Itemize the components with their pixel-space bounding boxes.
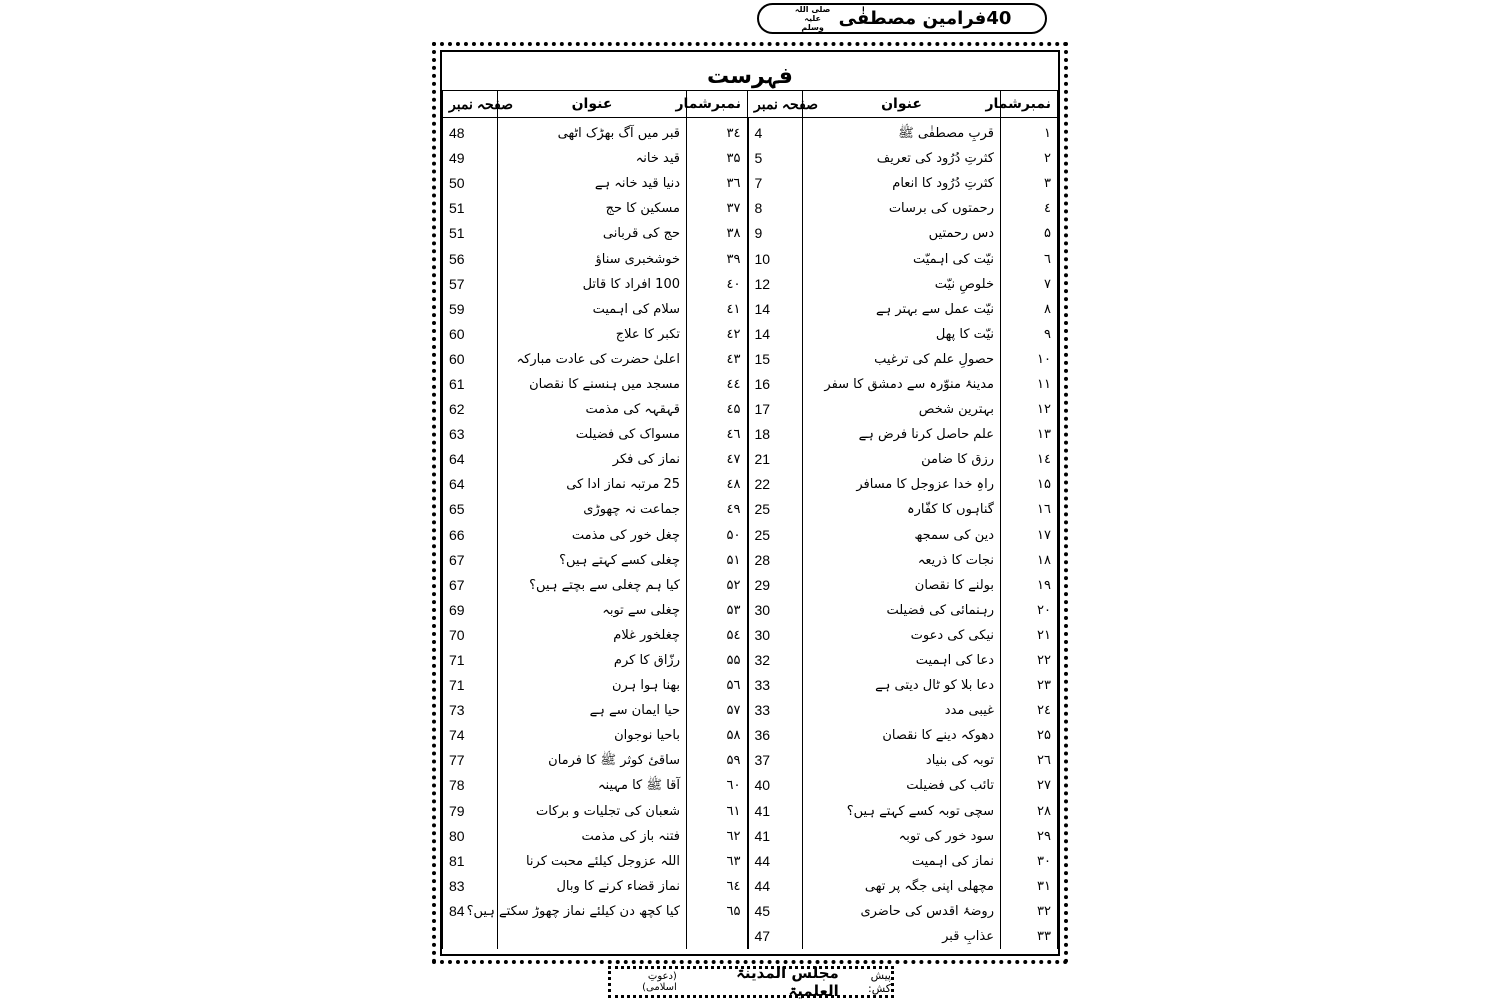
toc-entry-title: نیّت عمل سے بہتر ہے — [803, 297, 1001, 322]
toc-page-number: 69 — [443, 598, 498, 623]
toc-entry-title: فتنہ باز کی مذمت — [498, 824, 687, 849]
toc-row — [443, 698, 1058, 723]
toc-entry-title: 25 مرتبہ نماز ادا کی — [498, 472, 687, 497]
toc-row — [443, 849, 1058, 874]
toc-serial: ٤۵ — [687, 397, 748, 422]
toc-serial: ۲٦ — [1001, 748, 1058, 773]
toc-entry-title: روضۂ اقدس کی حاضری — [803, 899, 1001, 924]
toc-page-number: 67 — [443, 573, 498, 598]
toc-serial: ٤۱ — [687, 297, 748, 322]
toc-page-number: 81 — [443, 849, 498, 874]
toc-page-number: 30 — [748, 598, 803, 623]
header-serial-left: نمبرشمار — [687, 91, 748, 118]
toc-entry-title: رہنمائی کی فضیلت — [803, 598, 1001, 623]
toc-serial: ٤۷ — [687, 447, 748, 472]
toc-row — [443, 272, 1058, 297]
toc-row — [443, 347, 1058, 372]
toc-row — [443, 548, 1058, 573]
toc-page-number: 5 — [748, 146, 803, 171]
toc-entry-title: رزّاق کا کرم — [498, 648, 687, 673]
toc-title-row — [442, 62, 1058, 90]
toc-entry-title: خلوصِ نیّت — [803, 272, 1001, 297]
toc-serial: ٤۲ — [687, 322, 748, 347]
toc-row — [443, 422, 1058, 447]
toc-serial: ۵٤ — [687, 623, 748, 648]
toc-entry-title: عذابِ قبر — [803, 924, 1001, 949]
toc-serial: ٦٤ — [687, 874, 748, 899]
toc-page-number: 14 — [748, 297, 803, 322]
toc-entry-title: مسکین کا حج — [498, 196, 687, 221]
toc-page-number: 7 — [748, 171, 803, 196]
toc-serial: ۲۷ — [1001, 773, 1058, 798]
toc-serial: ۳۵ — [687, 146, 748, 171]
toc-serial: ٦۰ — [687, 773, 748, 798]
toc-serial: ۱۷ — [1001, 523, 1058, 548]
toc-serial: ٤٤ — [687, 372, 748, 397]
toc-entry-title: باحیا نوجوان — [498, 723, 687, 748]
toc-entry-title: حیا ایمان سے ہے — [498, 698, 687, 723]
toc-serial: ٦۵ — [687, 899, 748, 924]
toc-serial: ٤۹ — [687, 497, 748, 522]
toc-serial: ۳۰ — [1001, 849, 1058, 874]
toc-entry-title: گناہوں کا کفّارہ — [803, 497, 1001, 522]
toc-page-number: 77 — [443, 748, 498, 773]
toc-entry-title: رحمتوں کی برسات — [803, 196, 1001, 221]
toc-page-number: 60 — [443, 322, 498, 347]
toc-row — [443, 573, 1058, 598]
toc-page-number: 60 — [443, 347, 498, 372]
toc-entry-title: دنیا قید خانہ ہے — [498, 171, 687, 196]
toc-entry-title: قید خانہ — [498, 146, 687, 171]
toc-entry-title: شعبان کی تجلیات و برکات — [498, 799, 687, 824]
toc-serial: ۱۲ — [1001, 397, 1058, 422]
toc-serial: ۲۹ — [1001, 824, 1058, 849]
toc-page-number: 65 — [443, 497, 498, 522]
toc-page-number: 21 — [748, 447, 803, 472]
toc-page-number: 71 — [443, 648, 498, 673]
toc-page-number: 51 — [443, 221, 498, 246]
toc-entry-title: راہِ خدا عزوجل کا مسافر — [803, 472, 1001, 497]
footer-organization: مجلس المدینۃ العلمیۃ — [736, 964, 839, 1000]
toc-serial: ۲۵ — [1001, 723, 1058, 748]
toc-serial: ۱٦ — [1001, 497, 1058, 522]
toc-page-number: 79 — [443, 799, 498, 824]
toc-page-number: 40 — [748, 773, 803, 798]
toc-entry-title: سچی توبہ کسے کہتے ہیں؟ — [803, 799, 1001, 824]
toc-serial: ٤۸ — [687, 472, 748, 497]
toc-entry-title: قبر میں آگ بھڑک اٹھی — [498, 118, 687, 147]
toc-page-number: 47 — [748, 924, 803, 949]
toc-row — [443, 146, 1058, 171]
toc-serial: ۵۳ — [687, 598, 748, 623]
header-serial-right: نمبرشمار — [1001, 91, 1058, 118]
toc-serial: ۲ — [1001, 146, 1058, 171]
toc-serial: ۵۹ — [687, 748, 748, 773]
toc-serial: ٦ — [1001, 246, 1058, 271]
header-salutation: صلی اللہ علیہ وسلم — [794, 5, 831, 32]
toc-page-number: 57 — [443, 272, 498, 297]
toc-serial: ۲۳ — [1001, 673, 1058, 698]
toc-serial: ۳۹ — [687, 246, 748, 271]
toc-entry-title: اللہ عزوجل کیلئے محبت کرنا — [498, 849, 687, 874]
header-title: 40فرامین مصطفٰی — [838, 8, 1012, 29]
toc-entry-title: 100 افراد کا قاتل — [498, 272, 687, 297]
toc-page-number: 41 — [748, 799, 803, 824]
toc-row — [443, 723, 1058, 748]
toc-entry-title — [498, 924, 687, 949]
toc-serial: ۱۵ — [1001, 472, 1058, 497]
toc-entry-title: مدینۂ منوّرہ سے دمشق کا سفر — [803, 372, 1001, 397]
toc-row — [443, 874, 1058, 899]
toc-serial: ٤٦ — [687, 422, 748, 447]
toc-entry-title: چغلی کسے کہتے ہیں؟ — [498, 548, 687, 573]
toc-page-number: 64 — [443, 472, 498, 497]
toc-entry-title: قہقہہ کی مذمت — [498, 397, 687, 422]
toc-serial — [687, 924, 748, 949]
toc-title: فہرست — [707, 63, 793, 89]
toc-row — [443, 648, 1058, 673]
toc-entry-title: تکبر کا علاج — [498, 322, 687, 347]
toc-serial: ٤۰ — [687, 272, 748, 297]
toc-entry-title: دعا بلا کو ٹال دیتی ہے — [803, 673, 1001, 698]
toc-serial: ٤۳ — [687, 347, 748, 372]
toc-serial: ۲٤ — [1001, 698, 1058, 723]
toc-page-number: 84 — [443, 899, 498, 924]
toc-serial: ۵ — [1001, 221, 1058, 246]
header-title-left: عنوان — [498, 91, 687, 118]
toc-entry-title: جماعت نہ چھوڑی — [498, 497, 687, 522]
toc-page-number: 28 — [748, 548, 803, 573]
toc-serial: ۵۷ — [687, 698, 748, 723]
toc-row — [443, 497, 1058, 522]
toc-entry-title: توبہ کی بنیاد — [803, 748, 1001, 773]
toc-entry-title: نماز قضاء کرنے کا وبال — [498, 874, 687, 899]
toc-page-number: 48 — [443, 118, 498, 147]
toc-row — [443, 322, 1058, 347]
toc-row — [443, 297, 1058, 322]
toc-header-row — [443, 91, 1058, 118]
toc-serial: ۲۰ — [1001, 598, 1058, 623]
toc-row — [443, 773, 1058, 798]
toc-entry-title: نیّت کی اہمیّت — [803, 246, 1001, 271]
toc-row — [443, 246, 1058, 271]
footer-credit — [608, 966, 894, 998]
toc-serial: ٤ — [1001, 196, 1058, 221]
toc-page-number: 10 — [748, 246, 803, 271]
toc-serial: ٦۲ — [687, 824, 748, 849]
toc-entry-title: اعلیٰ حضرت کی عادت مبارکہ — [498, 347, 687, 372]
toc-serial: ۳٤ — [687, 118, 748, 147]
toc-entry-title: مچھلی اپنی جگہ پر تھی — [803, 874, 1001, 899]
toc-row — [443, 171, 1058, 196]
toc-entry-title: دس رحمتیں — [803, 221, 1001, 246]
toc-entry-title: غیبی مدد — [803, 698, 1001, 723]
toc-entry-title: بہترین شخص — [803, 397, 1001, 422]
toc-page-number: 62 — [443, 397, 498, 422]
toc-serial: ۱۸ — [1001, 548, 1058, 573]
toc-serial: ۵۲ — [687, 573, 748, 598]
toc-entry-title: حصولِ علم کی ترغیب — [803, 347, 1001, 372]
toc-row — [443, 523, 1058, 548]
toc-row — [443, 447, 1058, 472]
toc-page-number: 71 — [443, 673, 498, 698]
toc-page-number: 74 — [443, 723, 498, 748]
toc-row — [443, 924, 1058, 949]
toc-page-number: 8 — [748, 196, 803, 221]
toc-entry-title: حج کی قربانی — [498, 221, 687, 246]
toc-page-number: 32 — [748, 648, 803, 673]
toc-page-number: 64 — [443, 447, 498, 472]
toc-entry-title: قربِ مصطفٰی ﷺ — [803, 118, 1001, 147]
toc-serial: ۳۱ — [1001, 874, 1058, 899]
toc-row — [443, 118, 1058, 147]
toc-entry-title: آقا ﷺ کا مہینہ — [498, 773, 687, 798]
toc-page-number: 61 — [443, 372, 498, 397]
toc-page-number: 30 — [748, 623, 803, 648]
toc-serial: ۱۳ — [1001, 422, 1058, 447]
toc-serial: ۵٦ — [687, 673, 748, 698]
toc-entry-title: رزق کا ضامن — [803, 447, 1001, 472]
toc-entry-title: نماز کی اہمیت — [803, 849, 1001, 874]
toc-entry-title: علم حاصل کرنا فرض ہے — [803, 422, 1001, 447]
toc-page-number: 4 — [748, 118, 803, 147]
toc-entry-title: مسجد میں ہنسنے کا نقصان — [498, 372, 687, 397]
toc-page-number: 12 — [748, 272, 803, 297]
toc-page-number: 78 — [443, 773, 498, 798]
footer-subtitle: (دعوتِ اسلامی) — [642, 971, 677, 993]
toc-serial: ۷ — [1001, 272, 1058, 297]
toc-serial: ۲۱ — [1001, 623, 1058, 648]
toc-row — [443, 899, 1058, 924]
toc-page-number: 29 — [748, 573, 803, 598]
toc-entry-title: نجات کا ذریعہ — [803, 548, 1001, 573]
toc-entry-title: نماز کی فکر — [498, 447, 687, 472]
toc-serial: ۳۲ — [1001, 899, 1058, 924]
toc-page-number: 18 — [748, 422, 803, 447]
toc-entry-title: چغل خور کی مذمت — [498, 523, 687, 548]
toc-entry-title: بولنے کا نقصان — [803, 573, 1001, 598]
toc-serial: ۵۸ — [687, 723, 748, 748]
toc-page-number: 70 — [443, 623, 498, 648]
toc-entry-title: کیا ہم چغلی سے بچتے ہیں؟ — [498, 573, 687, 598]
toc-page-number: 73 — [443, 698, 498, 723]
toc-body — [443, 118, 1058, 950]
toc-row — [443, 748, 1058, 773]
toc-serial: ۵۱ — [687, 548, 748, 573]
toc-page-number: 33 — [748, 673, 803, 698]
toc-page-number: 56 — [443, 246, 498, 271]
toc-page-number: 51 — [443, 196, 498, 221]
toc-entry-title: مسواک کی فضیلت — [498, 422, 687, 447]
toc-entry-title: چغلخور غلام — [498, 623, 687, 648]
toc-serial: ۹ — [1001, 322, 1058, 347]
toc-page-number: 44 — [748, 849, 803, 874]
toc-page-number: 25 — [748, 497, 803, 522]
toc-row — [443, 623, 1058, 648]
toc-serial: ۲۸ — [1001, 799, 1058, 824]
toc-row — [443, 397, 1058, 422]
toc-entry-title: سلام کی اہمیت — [498, 297, 687, 322]
toc-page-number: 49 — [443, 146, 498, 171]
toc-page-number: 66 — [443, 523, 498, 548]
toc-page-number: 67 — [443, 548, 498, 573]
toc-page-number: 17 — [748, 397, 803, 422]
toc-row — [443, 824, 1058, 849]
header-page-right: صفحہ نمبر — [748, 91, 803, 118]
toc-row — [443, 221, 1058, 246]
toc-row — [443, 673, 1058, 698]
toc-entry-title: خوشخبری سناؤ — [498, 246, 687, 271]
header-page-left: صفحہ نمبر — [443, 91, 498, 118]
toc-page-number: 63 — [443, 422, 498, 447]
toc-page-number: 25 — [748, 523, 803, 548]
toc-entry-title: کثرتِ دُرُود کا انعام — [803, 171, 1001, 196]
toc-page-number: 33 — [748, 698, 803, 723]
toc-entry-title: دھوکہ دینے کا نقصان — [803, 723, 1001, 748]
footer-presented-by: پیش کش: — [868, 969, 891, 995]
toc-page-number: 83 — [443, 874, 498, 899]
toc-row — [443, 196, 1058, 221]
header-banner — [757, 3, 1047, 34]
toc-entry-title: چغلی سے توبہ — [498, 598, 687, 623]
toc-serial: ۳٦ — [687, 171, 748, 196]
toc-entry-title: تائب کی فضیلت — [803, 773, 1001, 798]
toc-entry-title: سود خور کی توبہ — [803, 824, 1001, 849]
toc-serial: ۳۸ — [687, 221, 748, 246]
toc-entry-title: نیّت کا پھل — [803, 322, 1001, 347]
toc-row — [443, 372, 1058, 397]
toc-serial: ۱۰ — [1001, 347, 1058, 372]
toc-page-number: 22 — [748, 472, 803, 497]
toc-page-number: 80 — [443, 824, 498, 849]
toc-serial: ٦۱ — [687, 799, 748, 824]
toc-serial: ۳۳ — [1001, 924, 1058, 949]
toc-page-number: 9 — [748, 221, 803, 246]
toc-entry-title: بھنا ہوا ہرن — [498, 673, 687, 698]
toc-serial: ۲۲ — [1001, 648, 1058, 673]
toc-page-number: 14 — [748, 322, 803, 347]
toc-entry-title: ساقیٔ کوثر ﷺ کا فرمان — [498, 748, 687, 773]
toc-page-number: 16 — [748, 372, 803, 397]
toc-page-number: 44 — [748, 874, 803, 899]
toc-entry-title: کیا کچھ دن کیلئے نماز چھوڑ سکتے ہیں؟ — [498, 899, 687, 924]
toc-serial: ۸ — [1001, 297, 1058, 322]
toc-row — [443, 598, 1058, 623]
header-title-right: عنوان — [803, 91, 1001, 118]
toc-serial: ٦۳ — [687, 849, 748, 874]
toc-page-number: 59 — [443, 297, 498, 322]
toc-page-number: 36 — [748, 723, 803, 748]
toc-table — [442, 90, 1058, 949]
toc-page-number — [443, 924, 498, 949]
toc-entry-title: کثرتِ دُرُود کی تعریف — [803, 146, 1001, 171]
toc-row — [443, 472, 1058, 497]
toc-entry-title: دعا کی اہمیت — [803, 648, 1001, 673]
toc-serial: ۱۹ — [1001, 573, 1058, 598]
toc-entry-title: دین کی سمجھ — [803, 523, 1001, 548]
toc-serial: ۱ — [1001, 118, 1058, 147]
toc-serial: ۵۰ — [687, 523, 748, 548]
toc-serial: ۳ — [1001, 171, 1058, 196]
toc-page-number: 37 — [748, 748, 803, 773]
toc-serial: ۱۱ — [1001, 372, 1058, 397]
toc-serial: ۳۷ — [687, 196, 748, 221]
toc-page-number: 50 — [443, 171, 498, 196]
toc-row — [443, 799, 1058, 824]
toc-serial: ۱٤ — [1001, 447, 1058, 472]
toc-page-number: 15 — [748, 347, 803, 372]
toc-page-number: 41 — [748, 824, 803, 849]
toc-serial: ۵۵ — [687, 648, 748, 673]
toc-entry-title: نیکی کی دعوت — [803, 623, 1001, 648]
toc-page-number: 45 — [748, 899, 803, 924]
